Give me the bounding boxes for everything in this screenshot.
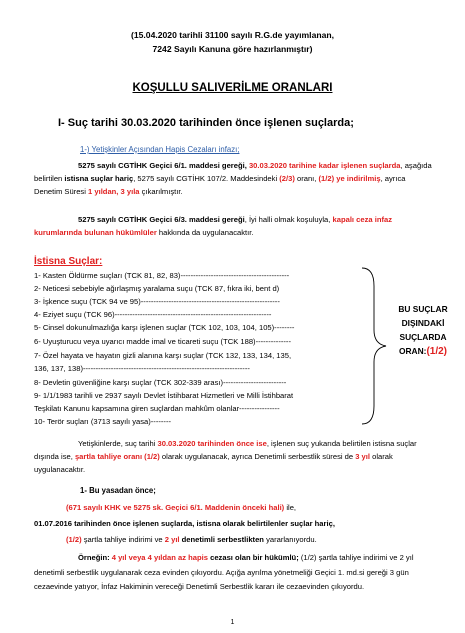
side-note-line-4 — [386, 346, 460, 357]
p1-a: 5275 sayılı CGTİHK Geçici 6/1. maddesi gereği, — [78, 161, 249, 170]
p3-f: 3 yıl — [355, 452, 370, 461]
exception-item-4: 4- Eziyet suçu (TCK 96)-------------------------------------------------------------- — [34, 310, 272, 319]
paragraph-2 — [34, 213, 434, 239]
p3-b: 30.03.2020 tarihinden önce ise — [157, 439, 267, 448]
p1-e: , 5275 sayılı CGTİHK 107/2. Maddesindeki — [133, 174, 280, 183]
p2-c: kapalı ceza infaz kurumlarında bulunan hükümlüler — [34, 215, 393, 237]
item-1-detail-tail: ile, — [284, 503, 297, 512]
exception-item-10: 10- Terör suçları (3713 sayılı yasa)-------- — [34, 417, 171, 426]
section-heading: I- Suç tarihi 30.03.2020 tarihinden önce işlenen suçlarda; — [58, 117, 354, 129]
header-line-2: 7242 Sayılı Kanuna göre hazırlanmıştır) — [152, 44, 313, 54]
p2-d: hakkında da uygulanacaktır. — [156, 228, 254, 237]
lh-e: yararlanıyordu. — [263, 535, 317, 544]
exceptions-title: İstisna Suçlar: — [34, 256, 103, 267]
exception-item-7-cont: 136, 137, 138)------------------------------------------------------------------ — [34, 364, 250, 373]
p1-h: (1/2) ye indirilmiş — [318, 174, 381, 183]
p2-a: 5275 sayılı CGTİHK Geçici 6/3. maddesi gereği — [78, 215, 245, 224]
item-1-heading: 1- Bu yasadan önce; — [80, 486, 156, 495]
p1-i: , ayrıca Denetim Süresi — [34, 174, 406, 196]
item-1-detail — [66, 503, 296, 512]
p3-d: şartla tahliye oranı (1/2) — [74, 452, 160, 461]
lh-c: 2 yıl — [164, 535, 180, 544]
p4-c: cezası olan bir hükümlü; — [208, 553, 299, 562]
p1-b: 30.03.2020 tarihine kadar işlenen suçlarda — [248, 161, 401, 170]
p4-a: Örneğin: — [78, 553, 112, 562]
lh-d: denetimli serbestlikten — [179, 535, 264, 544]
side-note-line-3: SUÇLARDA — [399, 332, 447, 342]
side-note-line-2: DIŞINDAKİ — [401, 318, 445, 328]
page-title: KOŞULLU SALIVERİLME ORANLARI — [132, 82, 333, 94]
p4-d: (1/2) şartla tahliye indirimi ve 2 yıl denetimli serbestlik uygulanarak ceza evinden çıkıyordu. Açığa ayrılma yönetmeliği Geçici 1. md.si gereği 3 gün cezaevinde yatıyor, İnfaz Hakiminin vereceği Denetimli Serbestlik kararı ile cezaevinden çıkıyordu. — [34, 553, 414, 591]
exception-item-2: 2- Neticesi sebebiyle ağırlaşmış yaralama suçu (TCK 87, fıkra iki, bent d) — [34, 284, 280, 293]
exception-item-9: 9- 1/1/1983 tarihli ve 2937 sayılı Devlet İstihbarat Hizmetleri ve Milli İstihbarat — [34, 391, 294, 400]
p1-d: istisna suçlar hariç — [64, 174, 134, 183]
line-half-release — [66, 535, 317, 544]
page-number: 1 — [230, 619, 235, 626]
subsection-heading — [80, 145, 239, 154]
lh-a: (1/2) — [66, 535, 82, 544]
exception-item-1: 1- Kasten Öldürme suçları (TCK 81, 82, 83)------------------------------------------- — [34, 271, 290, 280]
exception-item-6: 6- Uyuşturucu veya uyarıcı madde imal ve ticareti suçu (TCK 188)-------------- — [34, 337, 291, 346]
p1-c: , aşağıda belirtilen — [34, 161, 432, 183]
exception-item-8: 8- Devletin güvenliğine karşı suçlar (TCK 302-339 arası)------------------------- — [34, 378, 287, 387]
paragraph-1 — [34, 159, 434, 198]
line-01072016: 01.07.2016 tarihinden önce işlenen suçlarda, istisna olarak belirtilenler suçlar hariç, — [34, 519, 335, 528]
side-note-line-1: BU SUÇLAR — [398, 304, 448, 314]
exceptions-brace — [360, 266, 388, 426]
p4-b: 4 yıl veya 4 yıldan az hapis — [111, 553, 208, 562]
lh-b: şartla tahliye indirimi ve — [81, 535, 165, 544]
header-line-1: (15.04.2020 tarihli 31100 sayılı R.G.de yayımlanan, — [130, 30, 335, 40]
p3-g: olarak uygulanacaktır. — [34, 452, 393, 474]
p1-f: (2/3) — [279, 174, 295, 183]
p1-j: 1 yıldan, 3 yıla — [88, 187, 140, 196]
p3-c: , işlenen suç yukarıda belirtilen istisna suçlar dışında ise, — [34, 439, 417, 461]
side-note-ratio: (1/2) — [426, 346, 447, 357]
paragraph-4 — [34, 551, 434, 595]
p1-g: oranı, — [294, 174, 319, 183]
p3-a: Yetişkinlerde, suç tarihi — [78, 439, 158, 448]
exception-item-3: 3- İşkence suçu (TCK 94 ve 95)------------------------------------------------------- — [34, 297, 280, 306]
exception-item-9-cont: Teşkilatı Kanunu kapsamına giren suçlardan mahkûm olanlar---------------- — [34, 404, 280, 413]
p3-e: olarak uygulanacak, ayrıca Denetimli serbestlik süresi de — [159, 452, 356, 461]
subsection-heading-text: 1-) Yetişkinler Açısından Hapis Cezaları infazı; — [80, 145, 240, 154]
p2-b: , İyi halli olmak koşuluyla, — [244, 215, 333, 224]
paragraph-3 — [34, 437, 434, 476]
exception-item-7: 7- Özel hayata ve hayatın gizli alanına karşı suçlar (TCK 132, 133, 134, 135, — [34, 351, 292, 360]
item-1-detail-red: (671 sayılı KHK ve 5275 sk. Geçici 6/1. Maddenin önceki hali) — [66, 503, 285, 512]
exception-item-5: 5- Cinsel dokunulmazlığa karşı işlenen suçlar (TCK 102, 103, 104, 105)-------- — [34, 323, 295, 332]
p1-k: çıkarılmıştır. — [139, 187, 183, 196]
side-note-oran: ORAN: — [398, 346, 427, 356]
